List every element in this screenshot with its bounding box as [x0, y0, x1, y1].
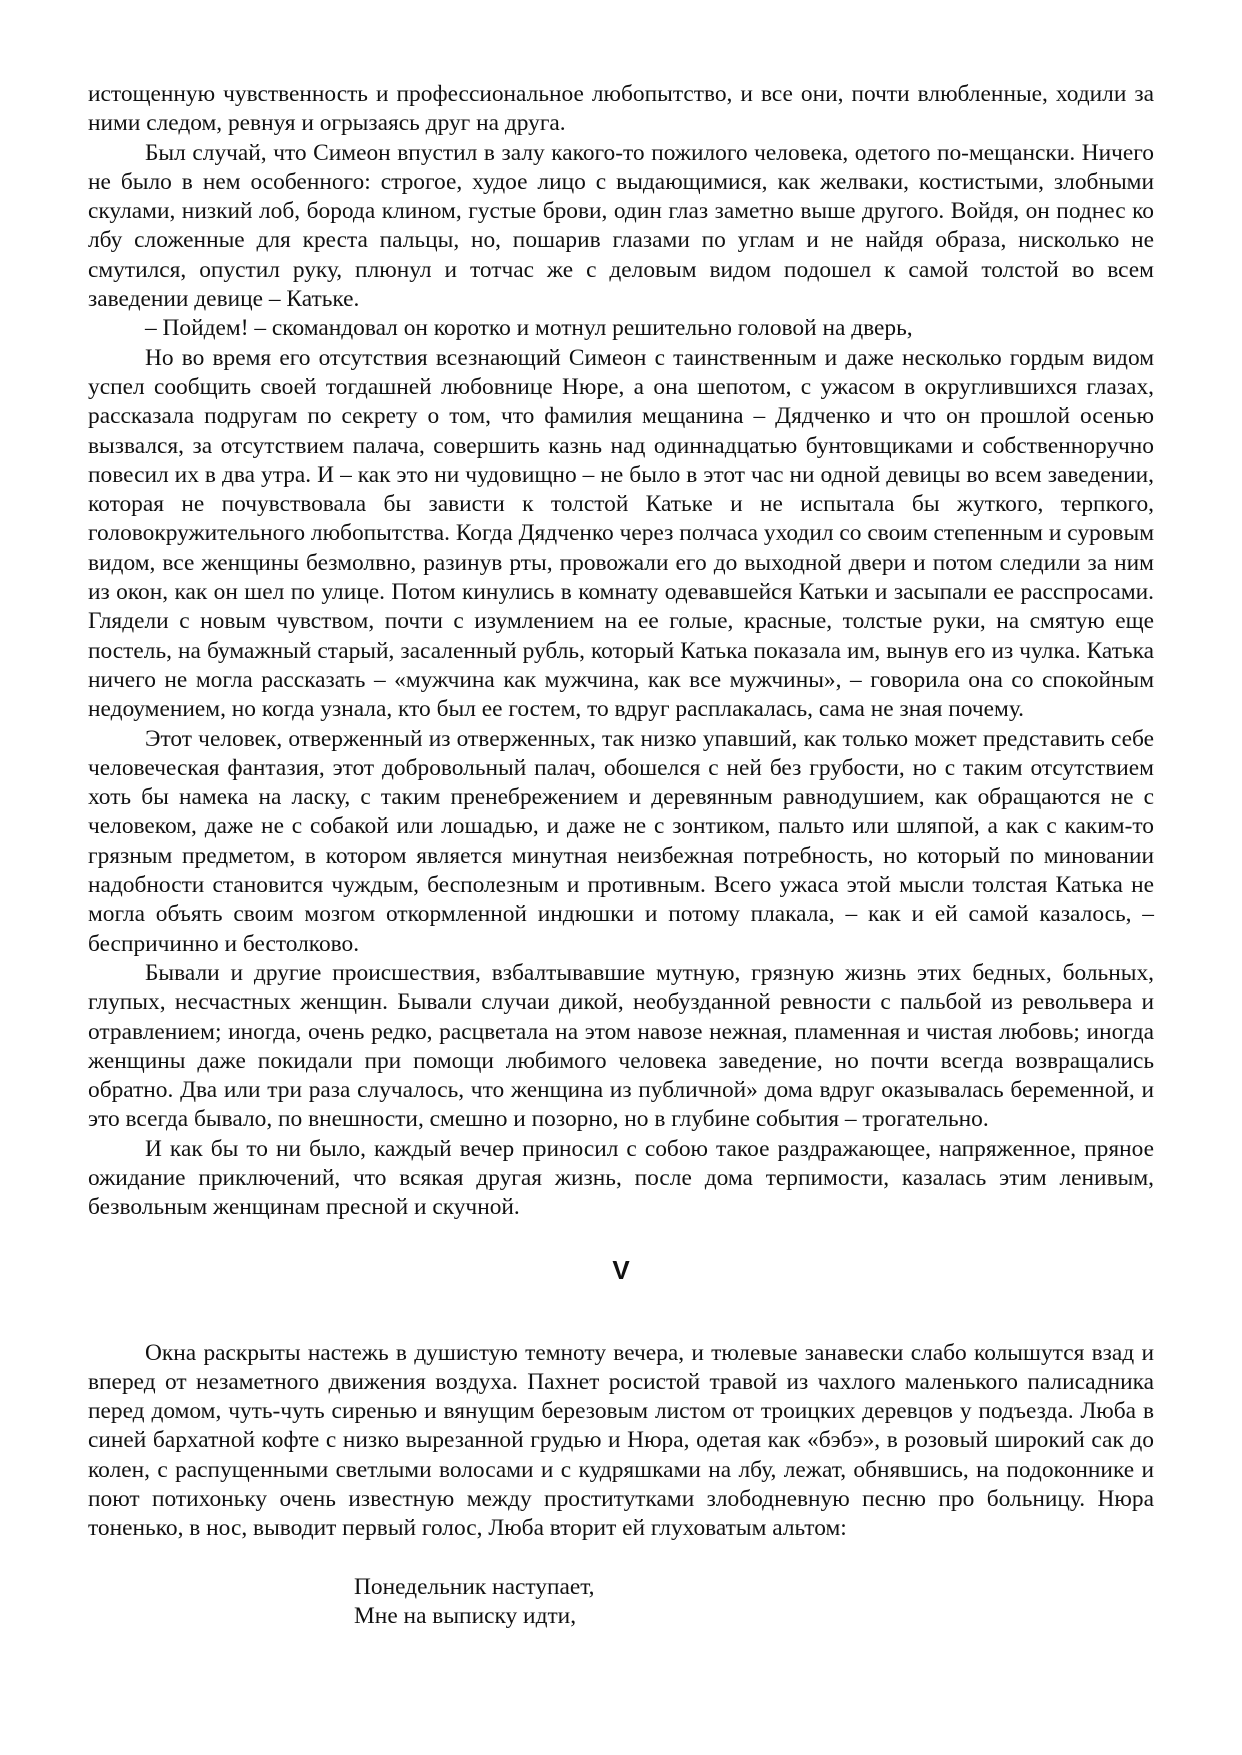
- verse-line: Мне на выписку идти,: [354, 1602, 577, 1629]
- verse-block: [88, 1573, 1154, 1632]
- paragraph: Но во время его отсутствия всезнающий Симеон с таинственным и даже несколько гордым видом успел сообщить своей тогдашней любовнице Нюре, а она шепотом, с ужасом в округлившихся глазах, рассказала подругам по секрету о том, что фамилия мещанина – Дядченко и что он прошлой осенью вызвался, за отсутствием палача, совершить казнь над одиннадцатью бунтовщиками и собственноручно повесил их в два утра. И – как это ни чудовищно – не было в этот час ни одной девицы во всем заведении, которая не почувствовала бы зависти к толстой Катьке и не испытала бы жуткого, терпкого, головокружительного любопытства. Когда Дядченко через полчаса уходил со своим степенным и суровым видом, все женщины безмолвно, разинув рты, провожали его до выходной двери и потом следили за ним из окон, как он шел по улице. Потом кинулись в комнату одевавшейся Катьки и засыпали ее расспросами. Глядели с новым чувством, почти с изумлением на ее голые, красные, толстые руки, на смятую еще постель, на бумажный старый, засаленный рубль, который Катька показала им, вынув его из чулка. Катька ничего не могла рассказать – «мужчина как мужчина, как все мужчины», – говорила она со спокойным недоумением, но когда узнала, кто был ее гостем, то вдруг расплакалась, сама не зная почему.: [88, 344, 1154, 723]
- paragraph: И как бы то ни было, каждый вечер приносил с собою такое раздражающее, напряженное, пряное ожидание приключений, что всякая другая жизнь, после дома терпимости, казалась этим ленивым, безвольным женщинам пресной и скучной.: [88, 1135, 1154, 1221]
- document-page: [88, 80, 1154, 1631]
- chapter-heading: V: [612, 1254, 630, 1285]
- paragraph: – Пойдем! – скомандовал он коротко и мотнул решительно головой на дверь,: [145, 315, 913, 342]
- paragraph: Этот человек, отверженный из отверженных, так низко упавший, как только может представить себе человеческая фантазия, этот добровольный палач, обошелся с ней без грубости, но с таким отсутствием хоть бы намека на ласку, с таким пренебрежением и деревянным равнодушием, как обращаются не с человеком, даже не с собакой или лошадью, и даже не с зонтиком, пальто или шляпой, а как с каким-то грязным предметом, в котором является минутная неизбежная потребность, но который по миновании надобности становится чуждым, бесполезным и противным. Всего ужаса этой мысли толстая Катька не могла объять своим мозгом откормленной индюшки и потому плакала, – как и ей самой казалось, – беспричинно и бестолково.: [88, 725, 1154, 957]
- paragraph: Окна раскрыты настежь в душистую темноту вечера, и тюлевые занавески слабо колышутся взад и вперед от незаметного движения воздуха. Пахнет росистой травой из чахлого маленького палисадника перед домом, чуть-чуть сиренью и вянущим березовым листом от троицких деревцов у подъезда. Люба в синей бархатной кофте с низко вырезанной грудью и Нюра, одетая как «бэбэ», в розовый широкий сак до колен, с распущенными светлыми волосами и с кудряшками на лбу, лежат, обнявшись, на подоконнике и поют потихоньку очень известную между проститутками злободневную песню про больницу. Нюра тоненько, в нос, выводит первый голос, Люба вторит ей глуховатым альтом:: [88, 1339, 1154, 1542]
- verse-line: Понедельник наступает,: [354, 1573, 595, 1600]
- paragraph: Был случай, что Симеон впустил в залу какого-то пожилого человека, одетого по-мещански. Ничего не было в нем особенного: строгое, худое лицо с выдающимися, как желваки, костистыми, злобными скулами, низкий лоб, борода клином, густые брови, один глаз заметно выше другого. Войдя, он поднес ко лбу сложенные для креста пальцы, но, пошарив глазами по углам и не найдя образа, нисколько не смутился, опустил руку, плюнул и тотчас же с деловым видом подошел к самой толстой во всем заведении девице – Катьке.: [88, 139, 1154, 313]
- paragraph: Бывали и другие происшествия, взбалтывавшие мутную, грязную жизнь этих бедных, больных, глупых, несчастных женщин. Бывали случаи дикой, необузданной ревности с пальбой из револьвера и отравлением; иногда, очень редко, расцветала на этом навозе нежная, пламенная и чистая любовь; иногда женщины даже покидали при помощи любимого человека заведение, но почти всегда возвращались обратно. Два или три раза случалось, что женщина из публичной» дома вдруг оказывалась беременной, и это всегда бывало, по внешности, смешно и позорно, но в глубине события – трогательно.: [88, 959, 1154, 1133]
- paragraph: истощенную чувственность и профессиональное любопытство, и все они, почти влюбленные, ходили за ними следом, ревнуя и огрызаясь друг на друга.: [88, 81, 1154, 137]
